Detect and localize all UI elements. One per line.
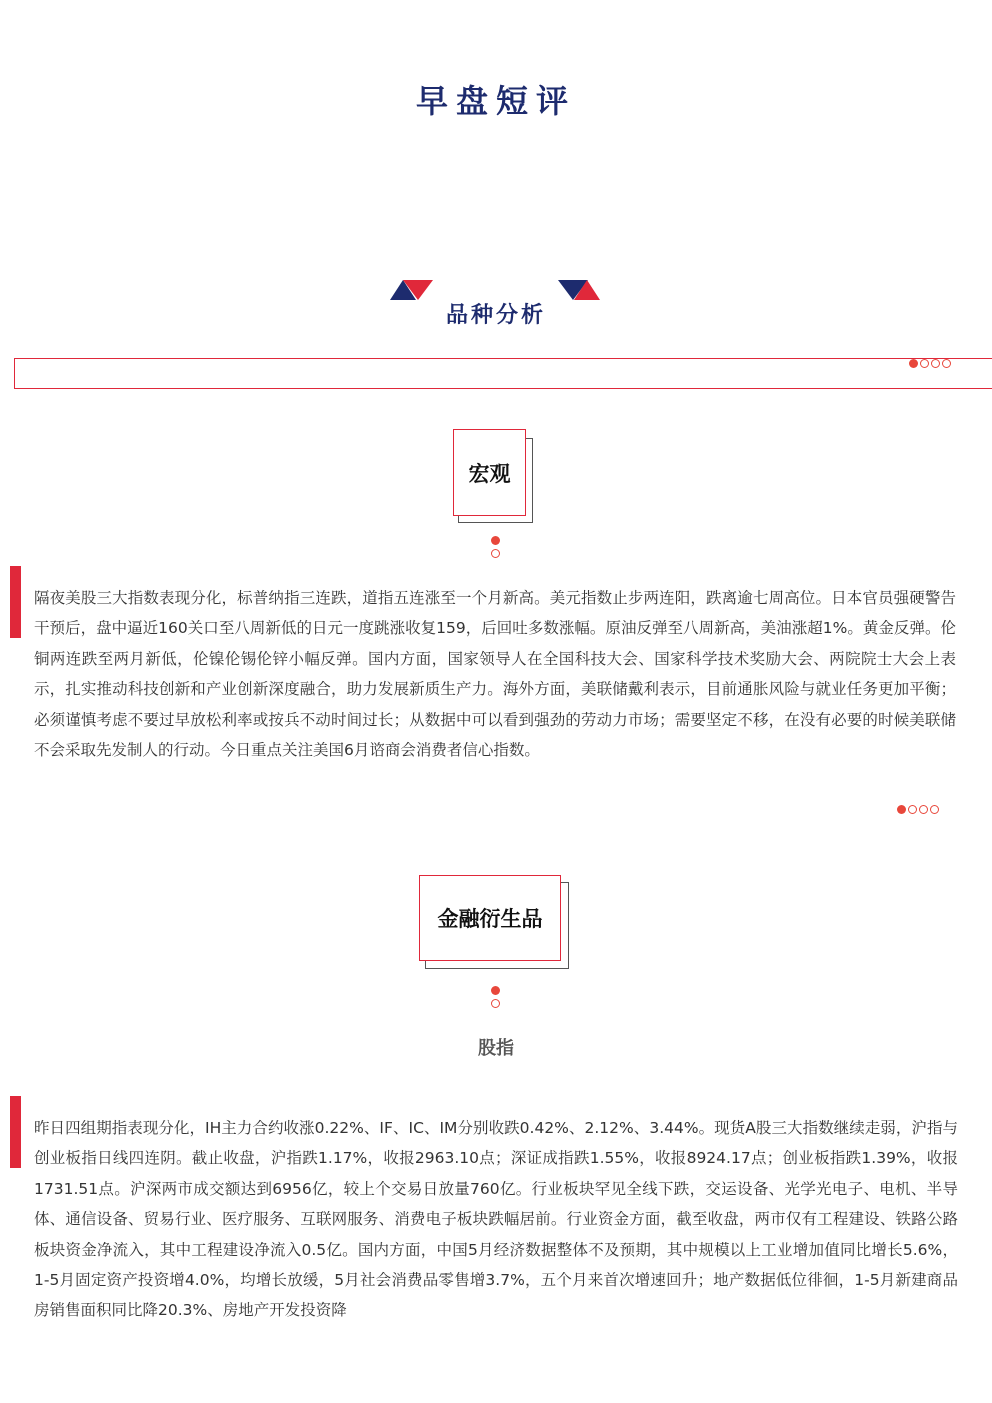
dot-ring <box>931 359 940 368</box>
dot-ring <box>491 549 500 558</box>
dot-ring <box>920 359 929 368</box>
financial-heading-label: 金融衍生品 <box>437 907 543 931</box>
divider-dots <box>897 805 939 814</box>
macro-heading-label: 宏观 <box>468 461 511 486</box>
dot-filled <box>909 359 918 368</box>
section-banner <box>14 358 992 389</box>
financial-subheading: 股指 <box>478 1038 514 1059</box>
financial-paragraph: 昨日四组期指表现分化，IH主力合约收涨0.22%、IF、IC、IM分别收跌0.42%、2.12%、3.44%。现货A股三大指数继续走弱，沪指与创业板指日线四连阴。截止收盘，沪指跌1.17%，收报2963.10点；深证成指跌1.55%，收报8924.17点；创业板指跌1.39%，收报1731.51点。沪深两市成交额达到6956亿，较上个交易日放量760亿。行业板块罕见全线下跌，交运设备、光学光电子、电机、半导体、通信设备、贸易行业、医疗服务、互联网服务、消费电子板块跌幅居前。行业资金方面，截至收盘，两市仅有工程建设、铁路公路板块资金净流入，其中工程建设净流入0.5亿。国内方面，中国5月经济数据整体不及预期，其中规模以上工业增加值同比增长5.6%，1-5月固定资产投资增4.0%，均增长放缓，5月社会消费品零售增3.7%，五个月来首次增速回升；地产数据低位徘徊，1-5月新建商品房销售面积同比降20.3%、房地产开发投资降 <box>34 1119 958 1320</box>
dot-filled <box>491 536 500 545</box>
banner-dots <box>909 359 951 368</box>
paragraph-marker <box>10 1096 21 1168</box>
dot-filled <box>897 805 906 814</box>
macro-heading <box>453 429 526 516</box>
dot-ring <box>908 805 917 814</box>
dot-ring <box>942 359 951 368</box>
financial-heading <box>419 875 561 961</box>
dot-filled <box>491 986 500 995</box>
macro-paragraph: 隔夜美股三大指数表现分化，标普纳指三连跌，道指五连涨至一个月新高。美元指数止步两连阳，跌离逾七周高位。日本官员强硬警告干预后，盘中逼近160关口至八周新低的日元一度跳涨收复159，后回吐多数涨幅。原油反弹至八周新高，美油涨超1%。黄金反弹。伦铜两连跌至两月新低，伦镍伦锡伦锌小幅反弹。国内方面，国家领导人在全国科技大会、国家科学技术奖励大会、两院院士大会上表示，扎实推动科技创新和产业创新深度融合，助力发展新质生产力。海外方面，美联储戴利表示，目前通胀风险与就业任务更加平衡；必须谨慎考虑不要过早放松利率或按兵不动时间过长；从数据中可以看到强劲的劳动力市场；需要坚定不移，在没有必要的时候美联储不会采取先发制人的行动。今日重点关注美国6月谘商会消费者信心指数。 <box>34 589 956 760</box>
section-title: 品种分析 <box>445 303 546 328</box>
paragraph-marker <box>10 566 21 638</box>
dot-ring <box>930 805 939 814</box>
dot-ring <box>919 805 928 814</box>
page-title: 早盘短评 <box>415 82 576 120</box>
dot-ring <box>491 999 500 1008</box>
